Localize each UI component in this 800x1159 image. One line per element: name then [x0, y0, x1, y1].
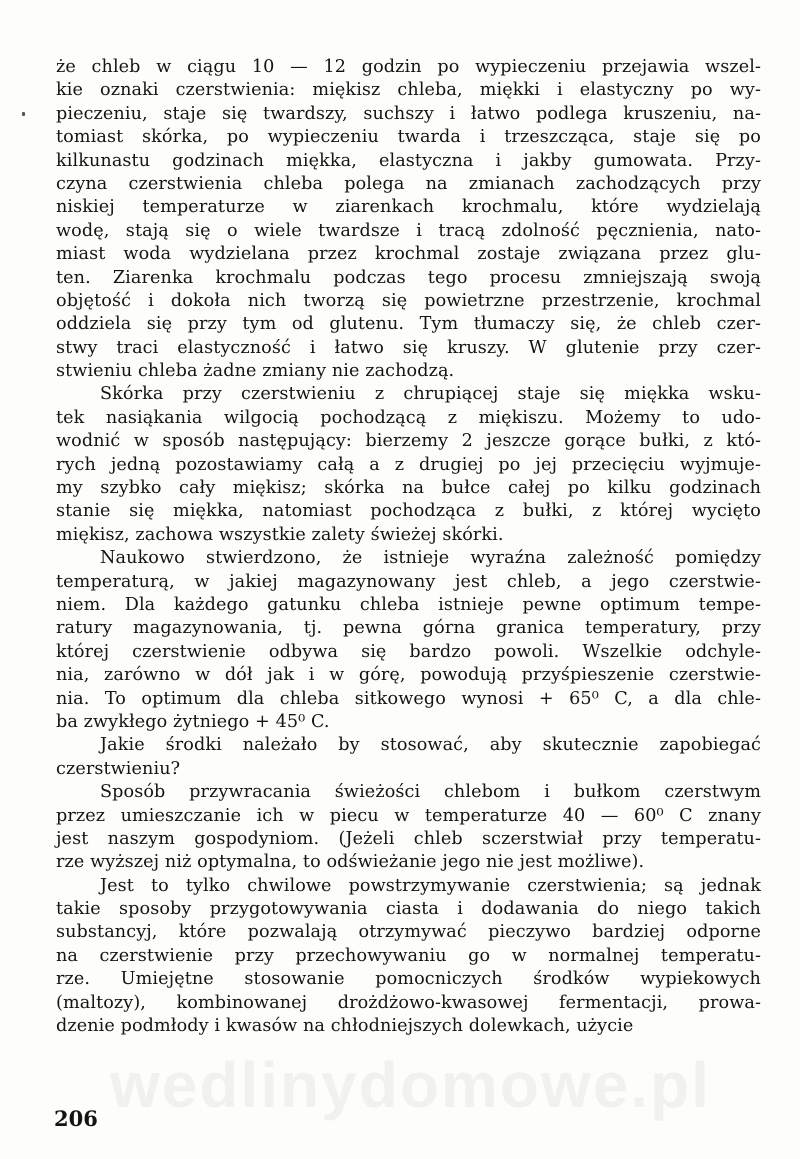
- text-line: my szybko cały miękisz; skórka na bułce całej po kilku godzinach: [56, 478, 761, 499]
- text-line: rze. Umiejętne stosowanie pomocniczych środków wypiekowych: [56, 969, 761, 990]
- text-line: ba zwykłego żytniego + 45⁰ C.: [56, 711, 330, 732]
- text-line: oddziela się przy tym od glutenu. Tym tłumaczy się, że chleb czer-: [56, 314, 761, 335]
- text-line: przez umieszczanie ich w piecu w temperaturze 40 — 60⁰ C znany: [56, 805, 761, 826]
- margin-mark: [22, 112, 25, 116]
- paragraph: [56, 56, 761, 383]
- text-line: tek nasiąkania wilgocią pochodzącą z miękiszu. Możemy to udo-: [56, 407, 761, 428]
- body-text: [56, 56, 761, 1038]
- text-line: miękisz, zachowa wszystkie zalety świeżej skórki.: [56, 524, 504, 545]
- text-line: stanie się miękka, natomiast pochodząca z bułki, z której wycięto: [56, 501, 761, 522]
- paragraph: [56, 875, 761, 1039]
- text-line: objętość i dokoła nich tworzą się powietrzne przestrzenie, krochmal: [56, 290, 761, 311]
- text-line: niem. Dla każdego gatunku chleba istnieje pewne optimum tempe-: [56, 594, 761, 615]
- watermark: wedlinydomowe.pl: [110, 1049, 711, 1121]
- text-line: ratury magazynowania, tj. pewna górna granica temperatury, przy: [56, 618, 761, 639]
- text-line: nia, zarówno w dół jak i w górę, powodują przyśpieszenie czerstwie-: [56, 665, 761, 686]
- text-line: Jakie środki należało by stosować, aby skutecznie zapobiegać: [100, 735, 761, 756]
- text-line: czyna czerstwienia chleba polega na zmianach zachodzących przy: [56, 173, 761, 194]
- text-line: niskiej temperaturze w ziarenkach krochmalu, które wydzielają: [56, 197, 761, 218]
- text-line: kie oznaki czerstwienia: miękisz chleba, miękki i elastyczny po wy-: [56, 80, 761, 101]
- paragraph: [56, 547, 761, 734]
- text-line: nia. To optimum dla chleba sitkowego wynosi + 65⁰ C, a dla chle-: [56, 688, 761, 709]
- text-line: wodę, stają się o wiele twardsze i tracą zdolność pęcznienia, nato-: [56, 220, 761, 241]
- text-line: czerstwieniu?: [56, 758, 181, 779]
- text-line: miast woda wydzielana przez krochmal zostaje związana przez glu-: [56, 244, 761, 265]
- text-line: tomiast skórka, po wypieczeniu twarda i trzeszcząca, staje się po: [56, 127, 761, 148]
- text-line: Jest to tylko chwilowe powstrzymywanie czerstwienia; są jednak: [100, 875, 761, 896]
- text-line: temperaturą, w jakiej magazynowany jest chleb, a jego czerstwie-: [56, 571, 761, 592]
- text-line: stwy traci elastyczność i łatwo się kruszy. W glutenie przy czer-: [56, 337, 761, 358]
- text-line: substancyj, które pozwalają otrzymywać pieczywo bardziej odporne: [56, 922, 761, 943]
- text-line: Skórka przy czerstwieniu z chrupiącej staje się miękka wsku-: [100, 384, 761, 405]
- text-line: pieczeniu, staje się twardszy, suchszy i łatwo podlega kruszeniu, na-: [56, 103, 761, 124]
- paragraph: [56, 734, 761, 781]
- text-line: Sposób przywracania świeżości chlebom i bułkom czerstwym: [100, 782, 761, 803]
- paragraph: [56, 781, 761, 875]
- text-line: jest naszym gospodyniom. (Jeżeli chleb sczerstwiał przy temperatu-: [56, 828, 761, 849]
- text-line: której czerstwienie odbywa się bardzo powoli. Wszelkie odchyle-: [56, 641, 761, 662]
- text-line: ten. Ziarenka krochmalu podczas tego procesu zmniejszają swoją: [56, 267, 761, 288]
- text-line: dzenie podmłody i kwasów na chłodniejszych dolewkach, użycie: [56, 1016, 634, 1037]
- text-line: rze wyższej niż optymalna, to odświeżanie jego nie jest możliwe).: [56, 852, 645, 873]
- text-line: takie sposoby przygotowywania ciasta i dodawania do niego takich: [56, 899, 761, 920]
- text-line: rych jedną pozostawiamy całą a z drugiej po jej przecięciu wyjmuje-: [56, 454, 761, 475]
- page-number: 206: [54, 1106, 98, 1131]
- text-line: stwieniu chleba żadne zmiany nie zachodzą.: [56, 361, 455, 382]
- text-line: wodnić w sposób następujący: bierzemy 2 jeszcze gorące bułki, z któ-: [56, 431, 761, 452]
- paragraph: [56, 383, 761, 547]
- text-line: na czerstwienie przy przechowywaniu go w normalnej temperatu-: [56, 945, 761, 966]
- text-line: kilkunastu godzinach miękka, elastyczna i jakby gumowata. Przy-: [56, 150, 761, 171]
- text-line: (maltozy), kombinowanej drożdżowo-kwasowej fermentacji, prowa-: [56, 992, 761, 1013]
- text-line: Naukowo stwierdzono, że istnieje wyraźna zależność pomiędzy: [100, 548, 761, 569]
- text-line: że chleb w ciągu 10 — 12 godzin po wypieczeniu przejawia wszel-: [56, 57, 761, 77]
